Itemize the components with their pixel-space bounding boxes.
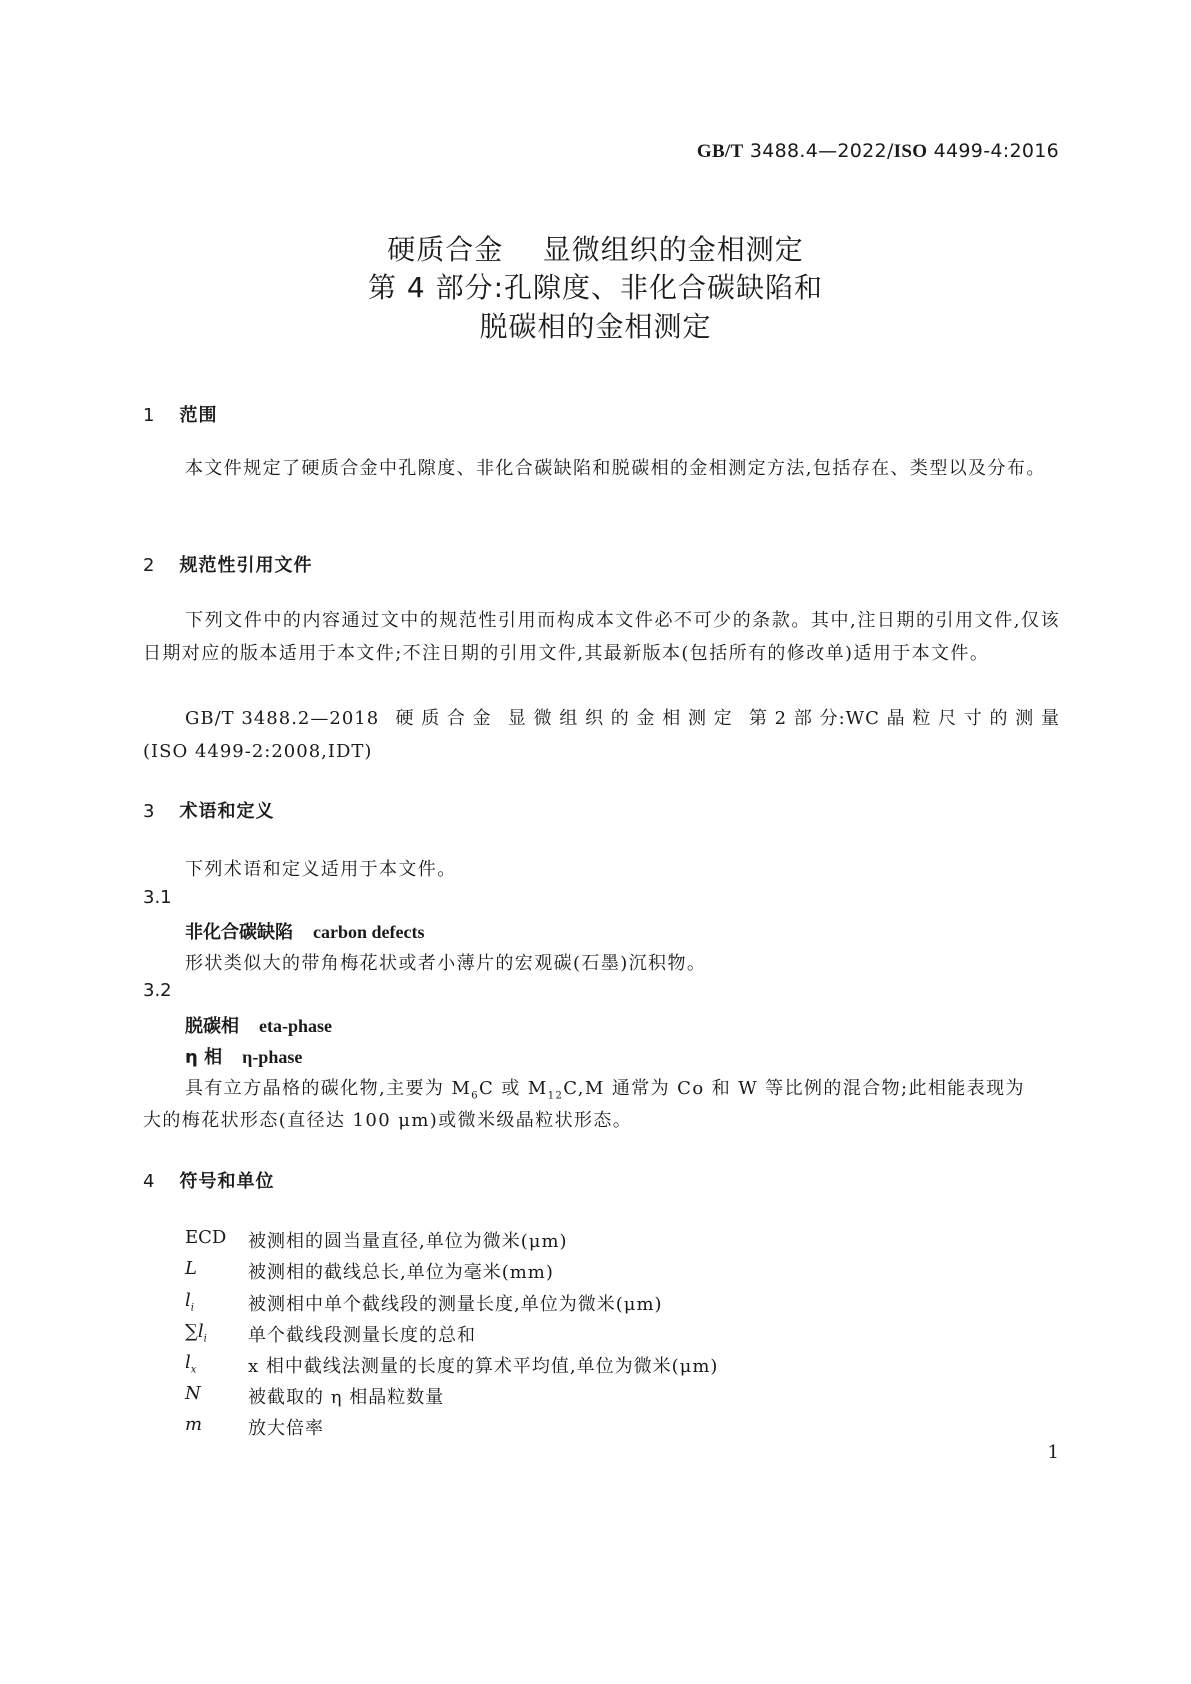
section-heading-symbols: 4 符号和单位 (143, 1171, 275, 1192)
reference-entry: GB/T 3488.2—2018 硬 质 合 金 显 微 组 织 的 金 相 测 定 第 2 部 分:WC 晶 粒 尺 寸 的 测 量 (ISO 4499-2:2008,IDT) (143, 708, 1060, 762)
document-code: GB/T 3488.4—2022/ISO 4499-4:2016 (696, 140, 1059, 162)
definition-eta-phase-cont: 大的梅花状形态(直径达 100 μm)或微米级晶粒状形态。 (143, 1110, 633, 1131)
page-number: 1 (1047, 1442, 1059, 1463)
term-eta-phase: 脱碳相 eta-phase (185, 1016, 332, 1037)
section-heading-terms: 3 术语和定义 (143, 801, 275, 822)
title-line-2: 第 4 部分:孔隙度、非化合碳缺陷和 (367, 271, 824, 304)
term-eta-phase-alias: η 相 η-phase (185, 1047, 303, 1068)
section-heading-normative-references: 2 规范性引用文件 (143, 555, 313, 576)
normative-references-paragraph: 下列文件中的内容通过文中的规范性引用而构成本文件必不可少的条款。其中,注日期的引用文件,仅该日期对应的版本适用于本文件;不注日期的引用文件,其最新版本(包括所有的修改单)适用于本文件。 (143, 610, 1060, 664)
term-number-3-2: 3.2 (143, 980, 172, 1001)
term-carbon-defects: 非化合碳缺陷 carbon defects (185, 922, 425, 943)
title-line-1: 硬质合金 显微组织的金相测定 (387, 233, 804, 266)
terms-intro: 下列术语和定义适用于本文件。 (185, 859, 457, 880)
definition-carbon-defects: 形状类似大的带角梅花状或者小薄片的宏观碳(石墨)沉积物。 (185, 953, 707, 974)
scope-paragraph: 本文件规定了硬质合金中孔隙度、非化合碳缺陷和脱碳相的金相测定方法,包括存在、类型以及分布。 (185, 458, 1046, 479)
definition-eta-phase: 具有立方晶格的碳化物,主要为 $M_6C$ 或 $M_{12}C,M$ 通常为 Co 和 W 等比例的混合物;此相能表现为 (185, 1078, 1025, 1102)
section-heading-scope: 1 范围 (143, 405, 218, 426)
title-line-3: 脱碳相的金相测定 (479, 310, 712, 343)
term-number-3-1: 3.1 (143, 887, 172, 908)
